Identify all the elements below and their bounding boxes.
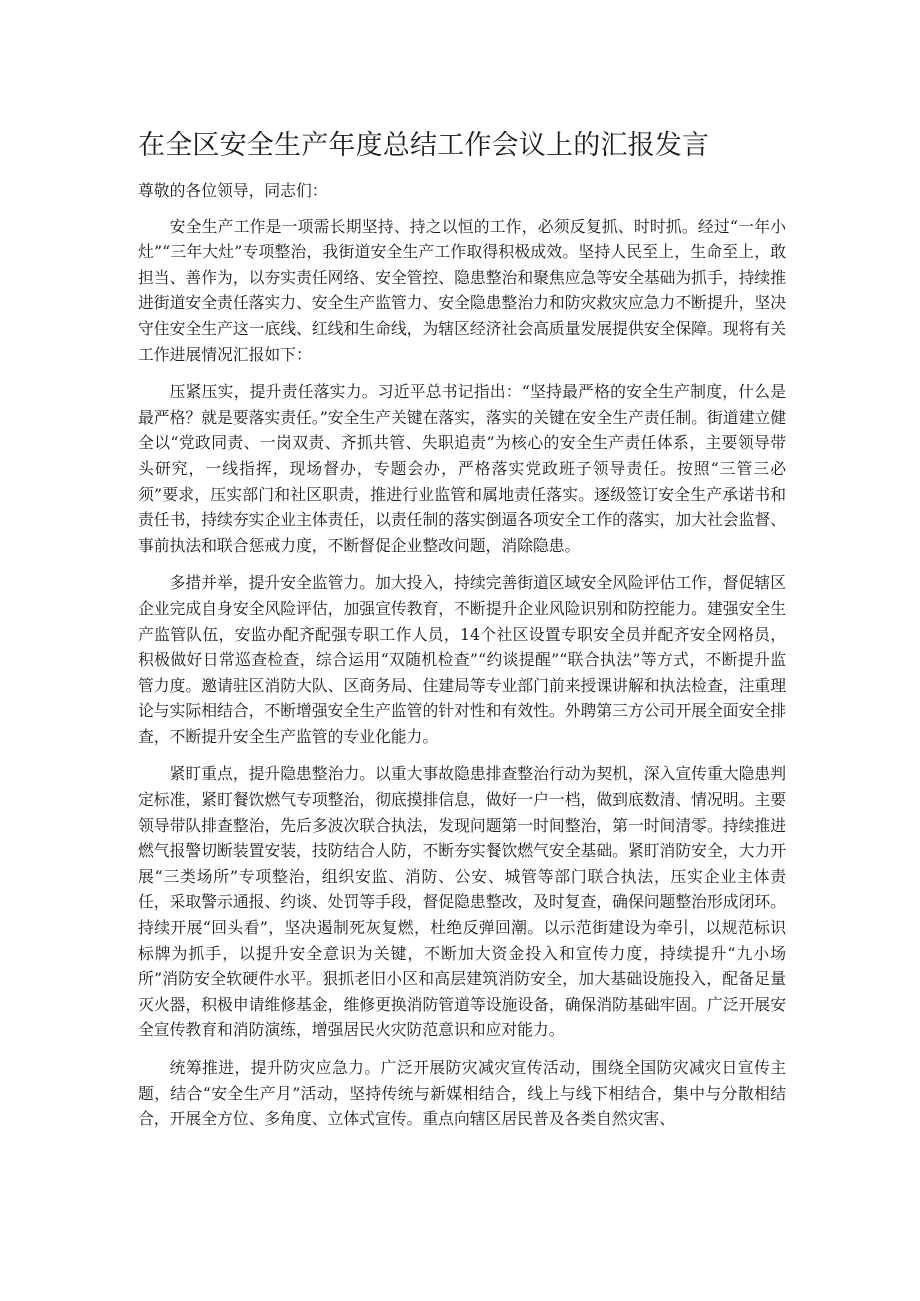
document-title: 在全区安全生产年度总结工作会议上的汇报发言 [138,130,710,161]
paragraph-disaster-prevention: 统筹推进，提升防灾应急力。广泛开展防灾减灾宣传活动，围绕全国防灾减灾日宣传主题，结合“安全生产月”活动，坚持传统与新媒相结合，线上与线下相结合，集中与分散相结合，开展全方位、多角度、立体式宣传。重点向辖区居民普及各类自然灾害、 [138,1058,786,1129]
paragraph-responsibility: 压紧压实，提升责任落实力。习近平总书记指出：“坚持最严格的安全生产制度，什么是最严格？就是要落实责任。”安全生产关键在落实，落实的关键在安全生产责任制。街道建立健全以“党政同责、一岗双责、齐抓共管、失职追责”为核心的安全生产责任体系，主要领导带头研究，一线指挥，现场督办，专题会办，严格落实党政班子领导责任。按照“三管三必须”要求，压实部门和社区职责，推进行业监管和属地责任落实。逐级签订安全生产承诺书和责任书，持续夯实企业主体责任，以责任制的落实倒逼各项安全工作的落实，加大社会监督、事前执法和联合惩戒力度，不断督促企业整改问题，消除隐患。 [138,382,786,555]
paragraph-supervision: 多措并举，提升安全监管力。加大投入，持续完善街道区域安全风险评估工作，督促辖区企业完成自身安全风险评估，加强宣传教育，不断提升企业风险识别和防控能力。建强安全生产监管队伍，安监办配齐配强专职工作人员，14个社区设置专职安全员并配齐安全网格员，积极做好日常巡查检查，综合运用“双随机检查”“约谈提醒”“联合执法”等方式，不断提升监管力度。邀请驻区消防大队、区商务局、住建局等专业部门前来授课讲解和执法检查，注重理论与实际相结合，不断增强安全生产监管的针对性和有效性。外聘第三方公司开展全面安全排查，不断提升安全生产监管的专业化能力。 [138,573,786,746]
salutation: 尊敬的各位领导，同志们： [138,181,328,200]
paragraph-intro: 安全生产工作是一项需长期坚持、持之以恒的工作，必须反复抓、时时抓。经过“一年小灶”“三年大灶”专项整治，我街道安全生产工作取得积极成效。坚持人民至上，生命至上，敢担当、善作为，以夯实责任网络、安全管控、隐患整治和聚焦应急等安全基础为抓手，持续推进街道安全责任落实力、安全生产监管力、安全隐患整治力和防灾救灾应急力不断提升，坚决守住安全生产这一底线、红线和生命线，为辖区经济社会高质量发展提供安全保障。现将有关工作进展情况汇报如下： [138,216,786,364]
paragraph-hazard-rectification: 紧盯重点，提升隐患整治力。以重大事故隐患排查整治行动为契机，深入宣传重大隐患判定标准，紧盯餐饮燃气专项整治，彻底摸排信息，做好一户一档，做到底数清、情况明。主要领导带队排查整治，先后多波次联合执法，发现问题第一时间整治，第一时间清零。持续推进燃气报警切断装置安装，技防结合人防，不断夯实餐饮燃气安全基础。紧盯消防安全，大力开展“三类场所”专项整治，组织安监、消防、公安、城管等部门联合执法，压实企业主体责任，采取警示通报、约谈、处罚等手段，督促隐患整改，及时复查，确保问题整治形成闭环。持续开展“回头看”，坚决遏制死灰复燃，杜绝反弹回潮。以示范街建设为牵引，以规范标识标牌为抓手，以提升安全意识为关键，不断加大资金投入和宣传力度，持续提升“九小场所”消防安全软硬件水平。狠抓老旧小区和高层建筑消防安全，加大基础设施投入，配备足量灭火器，积极申请维修基金，维修更换消防管道等设施设备，确保消防基础牢固。广泛开展安全宣传教育和消防演练，增强居民火灾防范意识和应对能力。 [138,764,786,1040]
document-body [138,178,786,1144]
